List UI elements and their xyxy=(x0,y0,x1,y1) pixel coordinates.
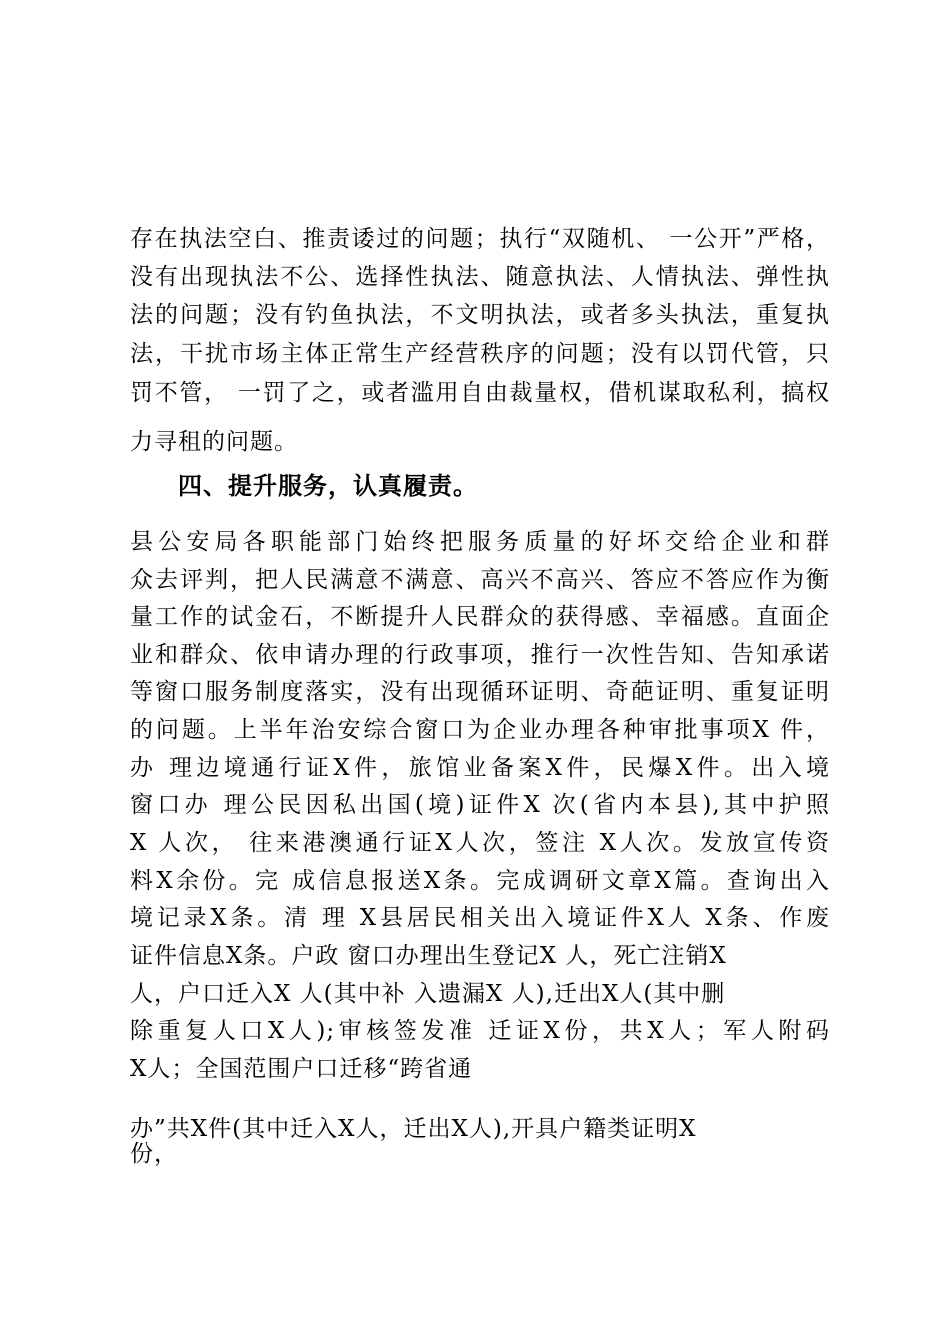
text-line: X人；全国范围户口迁移“跨省通 xyxy=(130,1056,473,1082)
text-line: 办”共X件(其中迁入X人，迁出X人),开具户籍类证明X xyxy=(130,1116,697,1142)
text-line: 业和群众、依申请办理的行政事项，推行一次性告知、告知承诺 xyxy=(130,642,830,668)
text-line: 县公安局各职能部门始终把服务质量的好坏交给企业和群 xyxy=(130,529,830,555)
section-heading: 四、提升服务，认真履责。 xyxy=(178,471,478,500)
text-line: 法的问题；没有钓鱼执法，不文明执法，或者多头执法，重复执 xyxy=(130,302,830,328)
text-line: 的问题。上半年治安综合窗口为企业办理各种审批事项X 件， xyxy=(130,717,830,743)
text-line: 众去评判，把人民满意不满意、高兴不高兴、答应不答应作为衡 xyxy=(130,567,830,593)
text-line: 人，户口迁入X 人(其中补 入遗漏X 人),迁出X人(其中删 xyxy=(130,981,726,1007)
text-line: X 人次， 往来港澳通行证X人次，签注 X人次。发放宣传资 xyxy=(130,830,830,856)
text-line: 办 理边境通行证X件，旅馆业备案X件，民爆X件。出入境 xyxy=(130,755,830,781)
text-line: 份， xyxy=(130,1141,178,1167)
text-line: 存在执法空白、推责诿过的问题；执行“双随机、 一公开”严格， xyxy=(130,226,830,252)
text-line: 料X余份。完 成信息报送X条。完成调研文章X篇。查询出入 xyxy=(130,868,830,894)
text-line: 法，干扰市场主体正常生产经营秩序的问题；没有以罚代管，只 xyxy=(130,341,830,367)
text-line: 量工作的试金石，不断提升人民群众的获得感、幸福感。直面企 xyxy=(130,604,830,630)
text-line: 境记录X条。清 理 X县居民相关出入境证件X人 X条、作废 xyxy=(130,905,830,931)
text-line: 除重复人口X人);审核签发准 迁证X份，共X人；军人附码 xyxy=(130,1018,830,1044)
text-line: 证件信息X条。户政 窗口办理出生登记X 人，死亡注销X xyxy=(130,943,727,969)
text-line: 力寻租的问题。 xyxy=(130,429,298,455)
text-line: 没有出现执法不公、选择性执法、随意执法、人情执法、弹性执 xyxy=(130,264,830,290)
text-line: 罚不管， 一罚了之，或者滥用自由裁量权，借机谋取私利，搞权 xyxy=(130,380,830,406)
text-line: 等窗口服务制度落实，没有出现循环证明、奇葩证明、重复证明 xyxy=(130,679,830,705)
text-line: 窗口办 理公民因私出国(境)证件X 次(省内本县),其中护照 xyxy=(130,792,830,818)
